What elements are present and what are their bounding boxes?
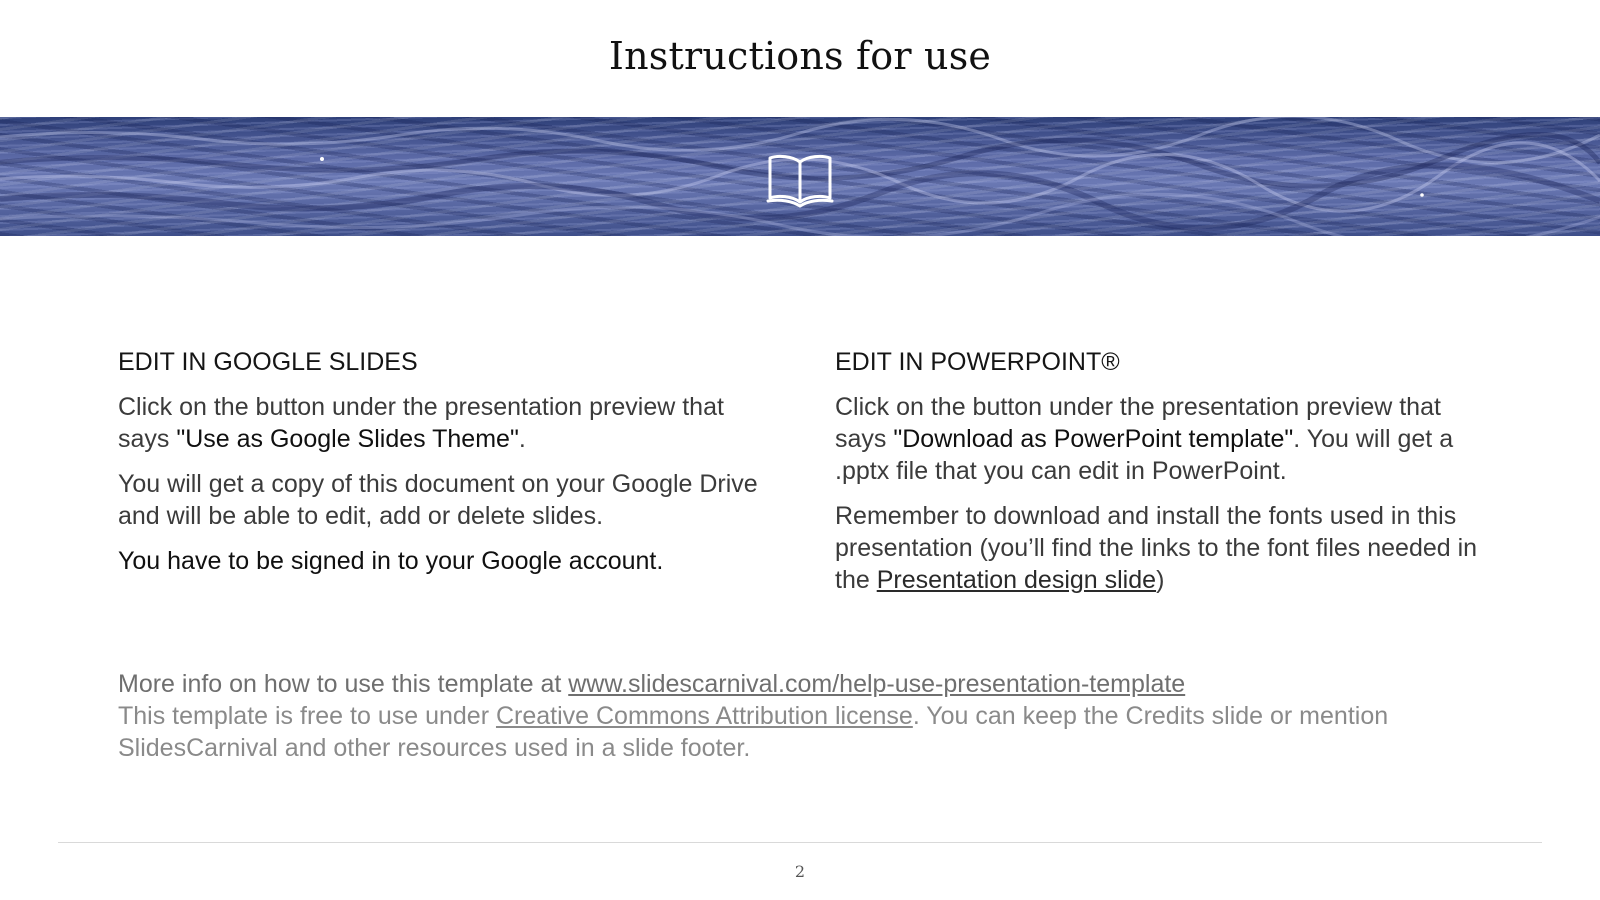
google-slides-step-2: You will get a copy of this document on your Google Drive and will be able to edit, add or delete slides.	[118, 470, 758, 530]
fonts-note-end: )	[1156, 566, 1165, 594]
more-info-line	[118, 668, 1518, 700]
more-info-block	[118, 668, 1518, 764]
google-account-note: You have to be signed in to your Google account.	[118, 547, 664, 575]
fonts-note-text: Remember to download and install the fonts used in this presentation (you’ll find the links to the font files needed in the	[835, 502, 1478, 594]
license-end: . You can keep the Credits slide or mention SlidesCarnival and other resources used in a slide footer.	[118, 702, 1389, 762]
pp-step-1-end: . You will get a .pptx file that you can edit in PowerPoint.	[835, 425, 1454, 485]
powerpoint-step-1	[835, 391, 1495, 487]
license-line	[118, 700, 1518, 764]
more-info-text: More info on how to use this template at	[118, 670, 569, 698]
presentation-design-slide-link[interactable]: Presentation design slide	[876, 566, 1157, 594]
page-number: 2	[794, 862, 806, 881]
step-1-text: Click on the button under the presentation preview that says	[118, 393, 724, 453]
slide-title: Instructions for use	[608, 34, 992, 78]
google-slides-column	[118, 345, 778, 590]
license-text: This template is free to use under	[118, 702, 496, 730]
powerpoint-template-quote: "Download as PowerPoint template"	[893, 425, 1294, 453]
powerpoint-fonts-note	[835, 500, 1495, 596]
powerpoint-heading: EDIT IN POWERPOINT®	[835, 348, 1120, 376]
open-book-icon	[766, 152, 834, 208]
google-theme-quote: "Use as Google Slides Theme"	[176, 425, 519, 453]
step-1-end: .	[518, 425, 526, 453]
creative-commons-link[interactable]: Creative Commons Attribution license	[495, 702, 913, 730]
footer-divider	[58, 842, 1542, 843]
powerpoint-column	[835, 345, 1495, 609]
google-slides-heading: EDIT IN GOOGLE SLIDES	[118, 348, 418, 376]
help-url-link[interactable]: www.slidescarnival.com/help-use-presentation-template	[568, 670, 1186, 698]
google-slides-step-1	[118, 391, 778, 455]
pp-step-1-text: Click on the button under the presentation preview that says	[835, 393, 1441, 453]
